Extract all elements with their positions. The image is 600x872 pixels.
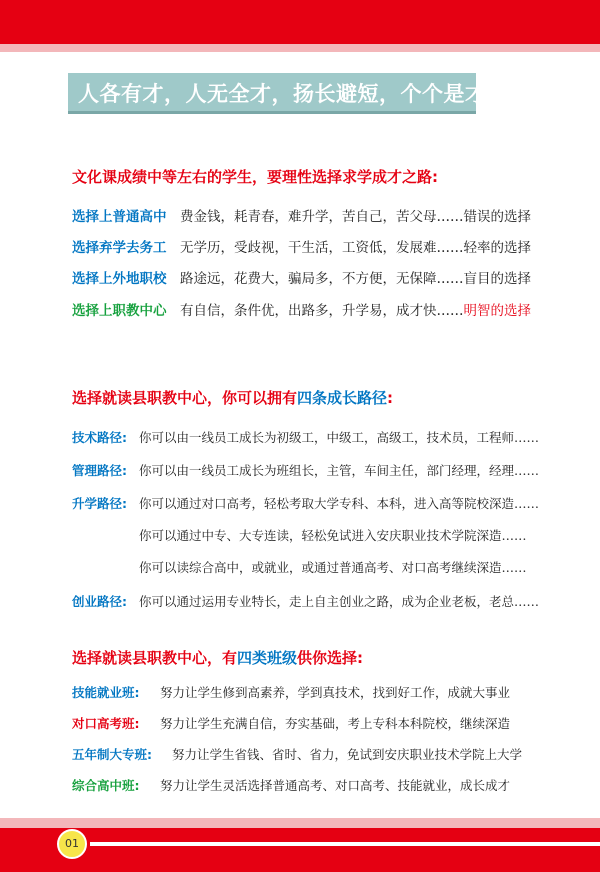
class-text: 努力让学生修到高素养，学到真技术，找到好工作，成就大事业	[160, 685, 511, 700]
choice-label: 选择上普通高中	[72, 209, 167, 225]
choice-row	[72, 205, 531, 225]
section2-heading	[72, 387, 393, 408]
section1-heading: 文化课成绩中等左右的学生，要理性选择求学成才之路:	[72, 168, 439, 186]
path-text: 你可以由一线员工成长为初级工，中级工，高级工，技术员，工程师……	[139, 430, 540, 445]
bottom-banner	[0, 828, 600, 872]
section3-heading-prefix: 选择就读县职教中心，有	[72, 649, 238, 667]
class-row	[72, 714, 510, 732]
class-row	[72, 776, 510, 794]
path-text: 你可以通过中专、大专连读，轻松免试进入安庆职业技术学院深造……	[139, 528, 527, 543]
path-row	[72, 461, 539, 479]
choice-verdict: 轻率的选择	[463, 240, 531, 256]
choice-verdict: 错误的选择	[463, 209, 531, 225]
choice-row	[72, 236, 531, 256]
path-text: 你可以通过对口高考，轻松考取大学专科、本科，进入高等院校深造……	[139, 496, 540, 511]
path-text: 你可以读综合高中，或就业，或通过普通高考、对口高考继续深造……	[139, 560, 527, 575]
class-label: 技能就业班:	[72, 685, 140, 700]
class-label: 综合高中班:	[72, 778, 140, 793]
path-label: 升学路径:	[72, 496, 127, 511]
choice-label: 选择上职教中心	[72, 303, 167, 319]
path-row	[72, 428, 539, 446]
section2-heading-prefix: 选择就读县职教中心，你可以拥有	[72, 389, 298, 407]
class-text: 努力让学生省钱、省时、省力，免试到安庆职业技术学院上大学	[172, 747, 523, 762]
path-text: 你可以通过运用专业特长，走上自主创业之路，成为企业老板，老总……	[139, 594, 540, 609]
choice-verdict: 明智的选择	[463, 303, 531, 319]
class-text: 努力让学生充满自信，夯实基础，考上专科本科院校，继续深造	[160, 716, 511, 731]
path-label: 创业路径:	[72, 594, 127, 609]
class-label: 对口高考班:	[72, 716, 140, 731]
choice-row	[72, 267, 531, 287]
choice-text: 无学历，受歧视，干生活，工资低，发展难……	[180, 240, 464, 256]
section3-heading-highlight: 四类班级	[237, 649, 298, 667]
choice-text: 费金钱，耗青春，难升学，苦自己，苦父母……	[180, 209, 464, 225]
class-label: 五年制大专班:	[72, 747, 152, 762]
path-row	[72, 558, 527, 576]
bottom-banner-stripe	[0, 818, 600, 828]
top-banner-stripe	[0, 44, 600, 52]
section3-heading-suffix: 供你选择:	[297, 649, 364, 667]
choice-text: 有自信，条件优，出路多，升学易，成才快……	[180, 303, 464, 319]
choice-text: 路途远，花费大，骗局多，不方便，无保障……	[180, 271, 464, 287]
path-text: 你可以由一线员工成长为班组长，主管，车间主任，部门经理，经理……	[139, 463, 540, 478]
path-label: 管理路径:	[72, 463, 127, 478]
path-row	[72, 494, 539, 512]
page-number: 01	[57, 829, 87, 859]
path-row	[72, 526, 527, 544]
choice-verdict: 盲目的选择	[463, 271, 531, 287]
section3-heading	[72, 647, 363, 668]
section2-heading-suffix: :	[387, 389, 394, 407]
path-label: 技术路径:	[72, 430, 127, 445]
slogan-banner	[68, 73, 497, 114]
class-row	[72, 745, 522, 763]
slogan-text: 人各有才，人无全才，扬长避短，个个是才!	[78, 81, 497, 106]
footer-rule	[90, 842, 600, 846]
class-row	[72, 683, 510, 701]
top-banner	[0, 0, 600, 44]
choice-label: 选择弃学去务工	[72, 240, 167, 256]
path-row	[72, 592, 539, 610]
section2-heading-highlight: 四条成长路径	[297, 389, 388, 407]
choice-label: 选择上外地职校	[72, 271, 167, 287]
choice-row	[72, 299, 531, 319]
class-text: 努力让学生灵活选择普通高考、对口高考、技能就业，成长成才	[160, 778, 511, 793]
